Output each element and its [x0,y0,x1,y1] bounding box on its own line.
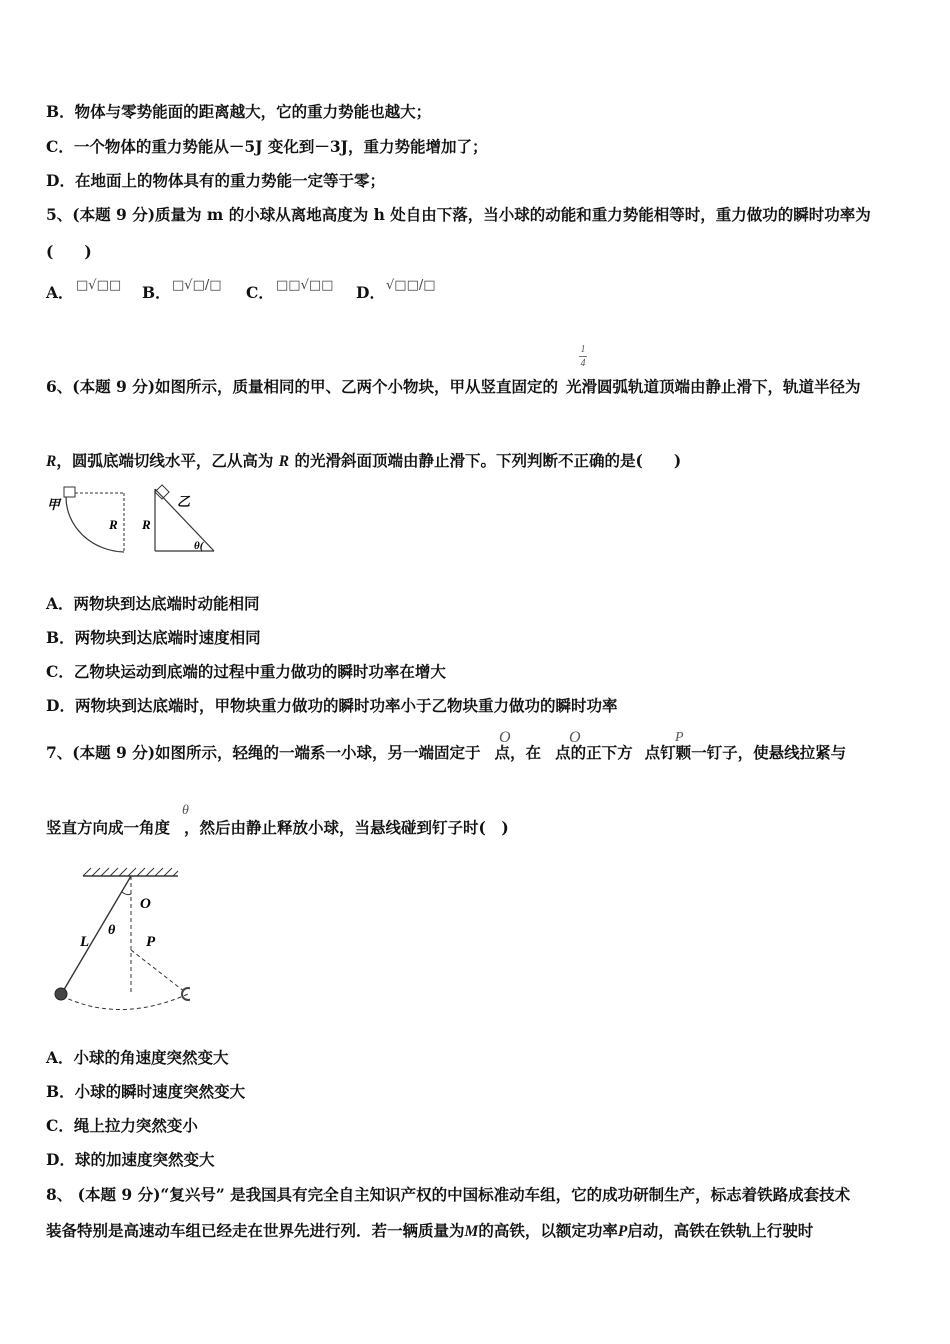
q7-fig-l: L [80,934,90,950]
q4-option-d: D．在地面上的物体具有的重力势能一定等于零； [46,171,385,190]
q6-fig-r2: R [142,517,151,532]
q7-stem-b: 点，在 [494,743,542,762]
q6-fig-yi: 乙 [177,494,191,509]
q6-option-b: B．两物块到达底端时速度相同 [46,628,261,647]
q6-stem-line1 [46,377,861,397]
q7-stem-a: 7、(本题 9 分)如图所示，轻绳的一端系一小球，另一端固定于 [46,743,481,762]
q8-stem-line2-b: 的高铁，以额定功率 [478,1221,618,1240]
q4-option-c: C．一个物体的重力势能从－5J 变化到－3J，重力势能增加了； [46,137,488,156]
q5-option-b-formula: □√□/□ [172,278,222,293]
q5-option-d-formula: √□□/□ [386,278,436,293]
q7-fig-swing-path [62,994,188,1010]
q8-stem-line2-a: 装备特别是高速动车组已经走在世界先进行列．若一辆质量为 [46,1221,465,1240]
q8-var-p: P [617,1223,628,1240]
q7-fig-ball [55,988,67,1000]
q5-option-d-label: D． [356,283,385,302]
q7-sym-p: P [675,730,684,745]
q8-stem-line1: 8、 (本题 9 分)“复兴号” 是我国具有完全自主知识产权的中国标准动车组，它的成功研制生产，标志着铁路成套技术 [46,1185,851,1204]
q7-fig-ball-ghost [182,988,190,1000]
q7-sym-theta: θ [182,803,189,818]
q7-stem-line1 [46,743,846,763]
q6-stem-line2-b: 的光滑斜面顶端由静止滑下。下列判断不正确的是( ) [294,451,682,470]
q7-stem-line2-a: 竖直方向成一角度 [46,818,171,837]
q6-fraction-bar [579,356,587,357]
q6-stem-b: 光滑圆弧轨道顶端由静止滑下，轨道半径为 [566,377,861,396]
q6-fig-block-jia [64,487,75,497]
q7-stem-line2-b: ，然后由静止释放小球，当悬线碰到钉子时( ) [184,818,509,837]
q5-option-c-label: C． [246,283,274,302]
q5-option-b-label: B． [142,283,171,302]
q7-option-c: C．绳上拉力突然变小 [46,1116,198,1135]
q6-option-a: A．两物块到达底端时动能相同 [46,594,260,613]
q7-fig-p: P [146,934,156,950]
q6-stem-line2-a: ，圆弧底端切线水平，乙从高为 [56,451,274,470]
q4-option-b: B．物体与零势能面的距离越大，它的重力势能也越大； [46,102,432,121]
q6-var-r: R [46,453,57,470]
q6-option-d: D．两物块到达底端时，甲物块重力做功的瞬时功率小于乙物块重力做功的瞬时功率 [46,696,618,715]
q6-stem-a: 6、(本题 9 分)如图所示，质量相同的甲、乙两个小物块，甲从竖直固定的 [46,377,559,396]
q5-option-c-formula: □□√□□ [276,278,334,293]
q5-option-a-formula: □√□□ [76,278,122,293]
q7-fig-theta: θ [108,923,116,938]
q6-figure [44,484,224,560]
q7-fig-rope [62,876,131,993]
q7-stem-d: 点钉颗一钉子，使悬线拉紧与 [644,743,847,762]
q8-stem-line2 [46,1221,813,1242]
q5-option-a-label: A． [46,283,74,302]
q6-fig-r1: R [109,517,118,532]
q6-fig-jia: 甲 [47,497,61,512]
q7-option-d: D．球的加速度突然变大 [46,1150,215,1169]
q7-fig-o: O [140,896,151,912]
q6-var-r2: R [278,453,290,470]
q7-fig-ceiling-hatch [83,868,178,876]
q6-fraction-num: 1 [580,344,586,355]
q8-var-m: M [464,1223,479,1240]
q7-option-b: B．小球的瞬时速度突然变大 [46,1082,246,1101]
q6-fraction [579,344,587,369]
q7-fig-angle-arc [122,892,131,895]
q7-option-a: A．小球的角速度突然变大 [46,1048,229,1067]
q5-stem: 5、(本题 9 分)质量为 m 的小球从离地高度为 h 处自由下落，当小球的动能和重力势能相等时，重力做功的瞬时功率为 [46,205,871,224]
q6-option-c: C．乙物块运动到底端的过程中重力做功的瞬时功率在增大 [46,662,446,681]
q6-fig-theta: θ( [194,540,204,552]
q8-stem-line2-c: 启动，高铁在铁轨上行驶时 [627,1221,814,1240]
q6-fraction-den: 4 [580,358,586,369]
q6-stem-line2 [46,451,681,472]
q7-figure [50,866,190,1018]
q7-stem-c: 点的正下方 [555,743,633,762]
q7-stem-line2 [46,818,509,838]
q7-fig-second-position [131,950,185,992]
q7-sym-o1: O [499,729,511,746]
q5-paren: ( ) [46,242,92,261]
q7-sym-o2: O [569,729,581,746]
